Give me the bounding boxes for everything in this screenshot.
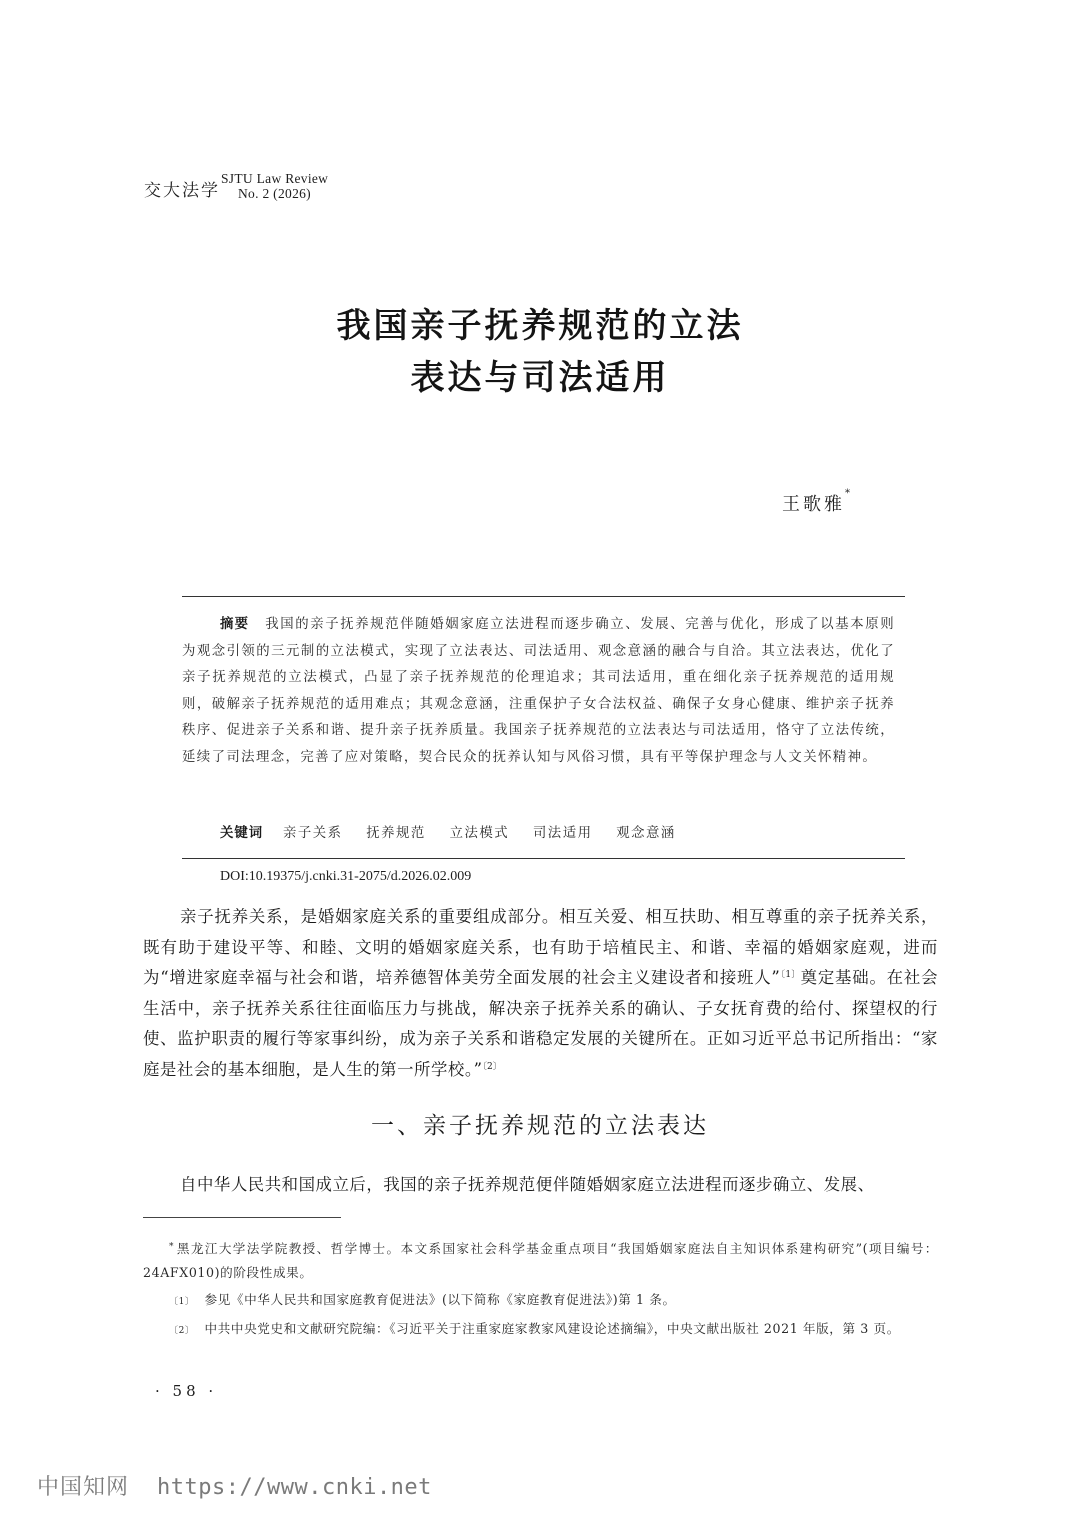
section-heading: 一、亲子抚养规范的立法表达 <box>371 1113 709 1139</box>
footnote-rule <box>143 1217 341 1218</box>
author <box>782 490 850 516</box>
body-paragraph: 自中华人民共和国成立后，我国的亲子抚养规范便伴随婚姻家庭立法进程而逐步确立、发展、 <box>180 1175 875 1194</box>
footnotes <box>143 1237 938 1346</box>
journal-name-cn: 交大法学 <box>144 181 220 201</box>
footnote-mark: * <box>169 1242 175 1252</box>
footnote-2 <box>143 1317 938 1343</box>
citation-ref[interactable]: 〔2〕 <box>482 1061 502 1072</box>
keyword-item: 司法适用 <box>532 826 593 841</box>
author-name: 王歌雅 <box>782 494 845 515</box>
journal-issue: No. 2 (2026) <box>238 186 311 201</box>
footnote-mark: 〔1〕 <box>169 1297 195 1307</box>
cnki-logo-text: 中国知网 <box>37 1475 130 1500</box>
cnki-url[interactable]: https://www.cnki.net <box>157 1475 432 1500</box>
article-title-line-1: 我国亲子抚养规范的立法 <box>336 306 744 346</box>
keywords <box>220 822 694 841</box>
abstract-top-rule <box>182 596 905 597</box>
footnote-mark: 〔2〕 <box>169 1326 195 1336</box>
article-title-line-2: 表达与司法适用 <box>410 358 670 398</box>
abstract <box>182 612 895 771</box>
abstract-label: 摘要 <box>220 617 250 632</box>
abstract-bottom-rule <box>182 858 905 859</box>
abstract-text: 我国的亲子抚养规范伴随婚姻家庭立法进程而逐步确立、发展、完善与优化，形成了以基本原则为观念引领的三元制的立法模式，实现了立法表达、司法适用、观念意涵的融合与自洽。其立法表达，优化了亲子抚养规范的立法模式，凸显了亲子抚养规范的伦理追求；其司法适用，重在细化亲子抚养规范的适用规则，破解亲子抚养规范的适用难点；其观念意涵，注重保护子女合法权益、确保子女身心健康、维护亲子抚养秩序、促进亲子关系和谐、提升亲子抚养质量。我国亲子抚养规范的立法表达与司法适用，恪守了立法传统，延续了司法理念，完善了应对策略，契合民众的抚养认知与风俗习惯，具有平等保护理念与人文关怀精神。 <box>182 617 896 765</box>
body-text: 奠定基础。在社会生活中，亲子抚养关系往往面临压力与挑战，解决亲子抚养关系的确认、子女抚育费的给付、探望权的行使、监护职责的履行等家事纠纷，成为亲子关系和谐稳定发展的关键所在。正如习近平总书记所指出：“家庭是社会的基本细胞，是人生的第一所学校。” <box>143 968 939 1079</box>
journal-name-en: SJTU Law Review <box>221 171 329 186</box>
body-text: 亲子抚养关系，是婚姻家庭关系的重要组成部分。相互关爱、相互扶助、相互尊重的亲子抚养关系，既有助于建设平等、和睦、文明的婚姻家庭关系，也有助于培植民主、和谐、幸福的婚姻家庭观，进而为“增进家庭幸福与社会和谐，培养德智体美劳全面发展的社会主义建设者和接班人” <box>143 907 938 988</box>
keyword-item: 观念意涵 <box>616 826 676 841</box>
footnote-author <box>143 1237 938 1285</box>
keywords-label: 关键词 <box>220 826 264 841</box>
keyword-item: 抚养规范 <box>366 826 426 841</box>
citation-ref[interactable]: 〔1〕 <box>780 970 801 981</box>
keyword-item: 立法模式 <box>449 826 510 841</box>
footnote-text: 黑龙江大学法学院教授、哲学博士。本文系国家社会科学基金重点项目“我国婚姻家庭法自主知识体系建构研究”(项目编号：24AFX010)的阶段性成果。 <box>143 1241 938 1280</box>
journal-masthead <box>221 171 328 201</box>
footnote-text: 参见《中华人民共和国家庭教育促进法》(以下简称《家庭教育促进法》)第 1 条。 <box>204 1292 676 1307</box>
keyword-item: 亲子关系 <box>282 826 343 841</box>
body-paragraph <box>143 902 938 1086</box>
page-number: · 58 · <box>155 1382 218 1400</box>
cnki-watermark <box>37 1470 432 1501</box>
doi: DOI:10.19375/j.cnki.31-2075/d.2026.02.009 <box>220 869 472 884</box>
author-footnote-mark: * <box>845 488 850 499</box>
footnote-text: 中共中央党史和文献研究院编：《习近平关于注重家庭家教家风建设论述摘编》，中央文献出版社 2021 年版，第 3 页。 <box>204 1321 900 1336</box>
footnote-1 <box>143 1288 938 1314</box>
